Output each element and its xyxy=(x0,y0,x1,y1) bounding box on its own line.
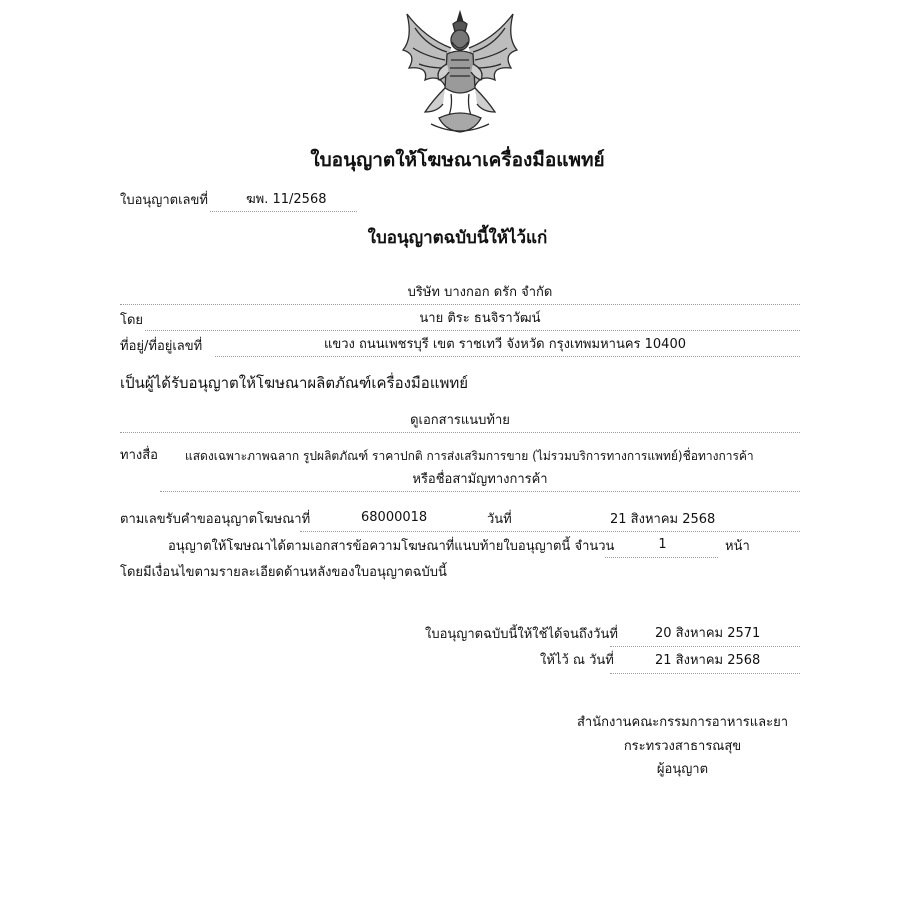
media-line-1: แสดงเฉพาะภาพฉลาก รูปผลิตภัณฑ์ ราคาปกติ การส่งเสริมการขาย (ไม่รวมบริการทางการแพทย์)ชื่อทางการค้า xyxy=(185,449,754,463)
valid-until-value: 20 สิงหาคม 2571 xyxy=(655,626,761,641)
issuing-office: สำนักงานคณะกรรมการอาหารและยา xyxy=(576,715,789,730)
license-number-value: ฆพ. 11/2568 xyxy=(246,192,327,207)
address-label: ที่อยู่/ที่อยู่เลขที่ xyxy=(120,339,203,354)
conditions-text: โดยมีเงื่อนไขตามรายละเอียดด้านหลังของใบอนุญาตฉบับนี้ xyxy=(120,565,447,580)
pages-value: 1 xyxy=(658,537,667,552)
media-label: ทางสื่อ xyxy=(120,448,158,463)
representative-line xyxy=(145,330,800,331)
valid-until-line xyxy=(610,646,800,647)
request-date-value: 21 สิงหาคม 2568 xyxy=(610,512,716,527)
issuing-ministry: กระทรวงสาธารณสุข xyxy=(623,739,742,754)
issued-date-label: ให้ไว้ ณ วันที่ xyxy=(540,653,614,668)
address-line xyxy=(215,356,800,357)
media-line-2: หรือชื่อสามัญทางการค้า xyxy=(412,472,548,487)
request-number-label: ตามเลขรับคำขออนุญาตโฆษณาที่ xyxy=(120,512,311,527)
garuda-emblem xyxy=(395,8,525,136)
company-name: บริษัท บางกอก ดรัก จำกัด xyxy=(407,285,553,300)
license-number-line xyxy=(210,211,357,212)
by-label: โดย xyxy=(120,313,144,328)
request-date-label: วันที่ xyxy=(487,512,512,527)
licensee-heading: เป็นผู้ได้รับอนุญาตให้โฆษณาผลิตภัณฑ์เครื่องมือแพทย์ xyxy=(120,374,469,392)
valid-until-label: ใบอนุญาตฉบับนี้ให้ใช้ได้จนถึงวันที่ xyxy=(425,627,618,642)
pages-line xyxy=(605,557,718,558)
license-number-label: ใบอนุญาตเลขที่ xyxy=(120,193,208,208)
approval-text: อนุญาตให้โฆษณาได้ตามเอกสารข้อความโฆษณาที่แนบท้ายใบอนุญาตนี้ จำนวน xyxy=(168,539,615,554)
issued-date-line xyxy=(610,673,800,674)
media-line xyxy=(160,491,800,492)
pages-unit: หน้า xyxy=(725,539,750,554)
document-title: ใบอนุญาตให้โฆษณาเครื่องมือแพทย์ xyxy=(310,149,605,171)
address-value: แขวง ถนนเพชรบุรี เขต ราชเทวี จังหวัด กรุงเทพมหานคร 10400 xyxy=(323,337,686,352)
issuer-title: ผู้อนุญาต xyxy=(656,762,709,777)
request-line xyxy=(300,531,800,532)
product-value: ดูเอกสารแนบท้าย xyxy=(410,413,510,428)
representative-name: นาย ติระ ธนจิราวัฒน์ xyxy=(419,311,541,326)
granted-to-heading: ใบอนุญาตฉบับนี้ให้ไว้แก่ xyxy=(367,228,548,248)
product-line xyxy=(120,432,800,433)
request-number-value: 68000018 xyxy=(361,510,428,525)
company-line xyxy=(120,304,800,305)
issued-date-value: 21 สิงหาคม 2568 xyxy=(655,653,761,668)
